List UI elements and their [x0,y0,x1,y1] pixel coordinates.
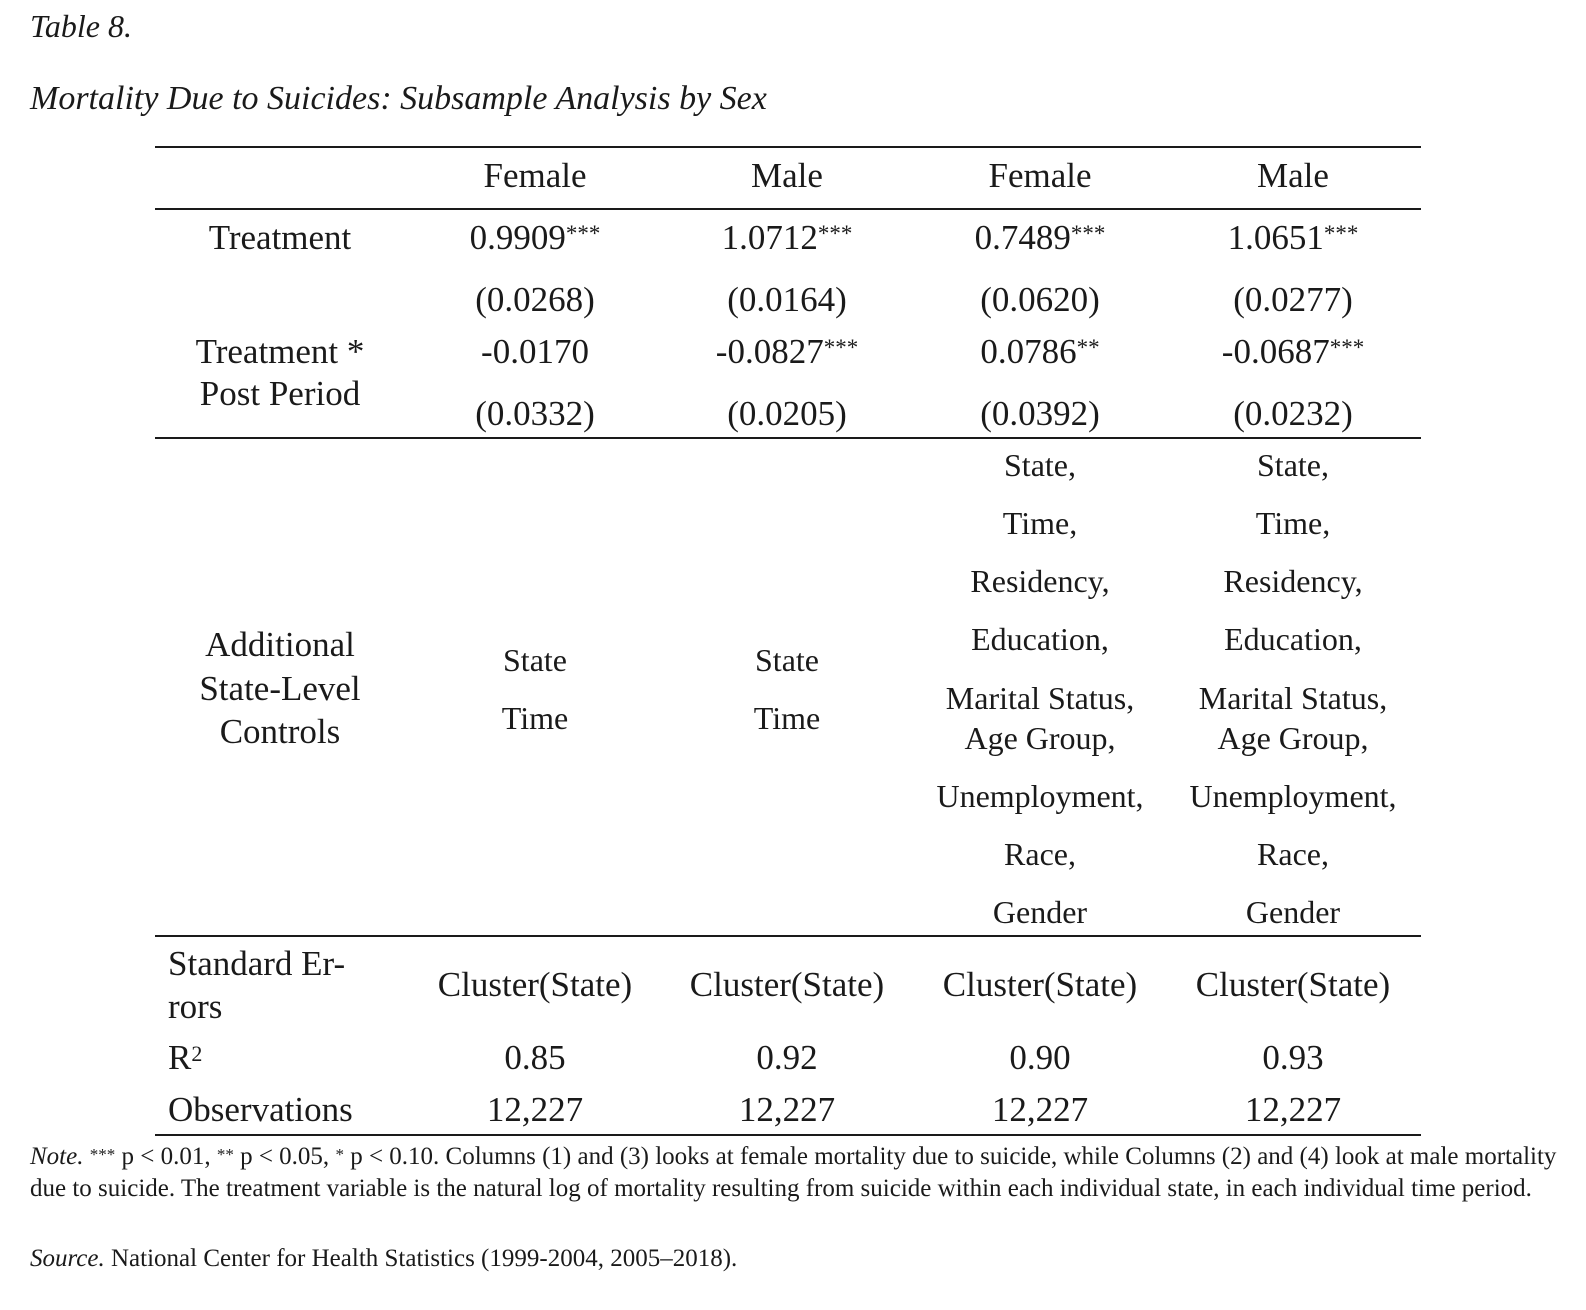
column-header: Male [751,156,823,195]
interaction-coef: -0.0687*** [1221,332,1365,371]
treatment-coef: 1.0712*** [721,218,853,257]
controls-full: Race, [1004,836,1076,872]
r2-value: 0.92 [756,1038,818,1077]
treatment-se: (0.0277) [1233,280,1353,319]
controls-full: Marital Status, [945,680,1135,716]
source-label: Source. [30,1245,105,1272]
std-errors-value: Cluster(State) [689,965,885,1004]
note-stars-3: *** [89,1145,116,1164]
r2-value: 0.90 [1009,1038,1071,1077]
controls-full: Age Group, [1217,720,1369,756]
source-text: National Center for Health Statistics (1999-2004, 2005–2018). [104,1245,738,1272]
row-label-interaction: Treatment * [195,332,365,371]
top-rule [155,146,1421,148]
controls-basic: State [755,642,819,678]
row-label-controls-line3: Controls [219,712,341,751]
controls-full: State, [1257,447,1329,483]
note-text: p < 0.10. Columns (1) and (3) looks at female mortality due to suicide, while Columns (2) and (4) look at male mortality due to suicide. The treatment variable is the natural log of mortality resulting from suicide within each individual state, in each individual time period. [30,1143,1557,1202]
controls-full: Residency, [970,563,1110,599]
controls-full: State, [1004,447,1076,483]
treatment-se: (0.0164) [727,280,847,319]
header-rule [155,208,1421,210]
observations-value: 12,227 [486,1090,584,1129]
note-label: Note. [30,1143,84,1170]
row-label-r2: $R^2$ [168,1038,203,1077]
controls-full: Gender [992,894,1088,930]
note-stars-2: ** [216,1145,234,1164]
column-header: Female [988,156,1092,195]
row-label-controls: Additional [205,625,355,664]
column-header: Female [483,156,587,195]
std-errors-value: Cluster(State) [942,965,1138,1004]
std-errors-value: Cluster(State) [1195,965,1391,1004]
row-label-controls-line2: State-Level [199,669,361,708]
treatment-coef: 1.0651*** [1227,218,1359,257]
std-errors-value: Cluster(State) [437,965,633,1004]
row-label-observations: Observations [168,1090,353,1129]
r2-value: 0.85 [504,1038,566,1077]
treatment-coef: 0.9909*** [469,218,601,257]
table-note: Note. *** p < 0.01, ** p < 0.05, * p < 0.10. Columns (1) and (3) looks at female mortality due to suicide, while Columns (2) and (4) look at male mortality due to suicide. The treatment variable is the natural log of mortality resulting from suicide within each individual state, in each individual time period. [30,1143,1557,1202]
controls-full: Gender [1245,894,1341,930]
controls-basic: State [503,642,567,678]
observations-value: 12,227 [1244,1090,1342,1129]
interaction-se: (0.0205) [727,394,847,433]
r2-value: 0.93 [1262,1038,1324,1077]
controls-basic: Time [753,700,821,736]
interaction-se: (0.0232) [1233,394,1353,433]
treatment-se: (0.0268) [475,280,595,319]
observations-value: 12,227 [991,1090,1089,1129]
row-label-treatment: Treatment [208,218,352,257]
controls-full: Marital Status, [1198,680,1388,716]
interaction-coef: 0.0786** [980,332,1100,371]
treatment-coef: 0.7489*** [974,218,1106,257]
row-label-interaction-line2: Post Period [199,374,361,413]
table-source [30,1243,1560,1275]
observations-value: 12,227 [738,1090,836,1129]
controls-full: Residency, [1223,563,1363,599]
controls-basic: Time [501,700,569,736]
interaction-coef: -0.0170 [481,332,589,371]
controls-full: Education, [1224,621,1362,657]
table-title: Mortality Due to Suicides: Subsample Analysis by Sex [30,80,767,117]
controls-full: Education, [971,621,1109,657]
row-label-std-errors-line2: rors [168,987,223,1026]
interaction-coef: -0.0827*** [715,332,859,371]
interaction-se: (0.0332) [475,394,595,433]
treatment-se: (0.0620) [980,280,1100,319]
controls-full: Age Group, [964,720,1116,756]
bottom-rule [155,1134,1421,1136]
controls-full: Race, [1257,836,1329,872]
controls-full: Unemployment, [936,778,1144,814]
table-label: Table 8. [30,8,132,44]
note-stars-1: * [335,1145,344,1164]
controls-full: Time, [1255,505,1331,541]
column-header: Male [1257,156,1329,195]
row-label-std-errors: Standard Er- [168,944,346,983]
controls-full: Time, [1002,505,1078,541]
controls-full: Unemployment, [1189,778,1397,814]
interaction-se: (0.0392) [980,394,1100,433]
